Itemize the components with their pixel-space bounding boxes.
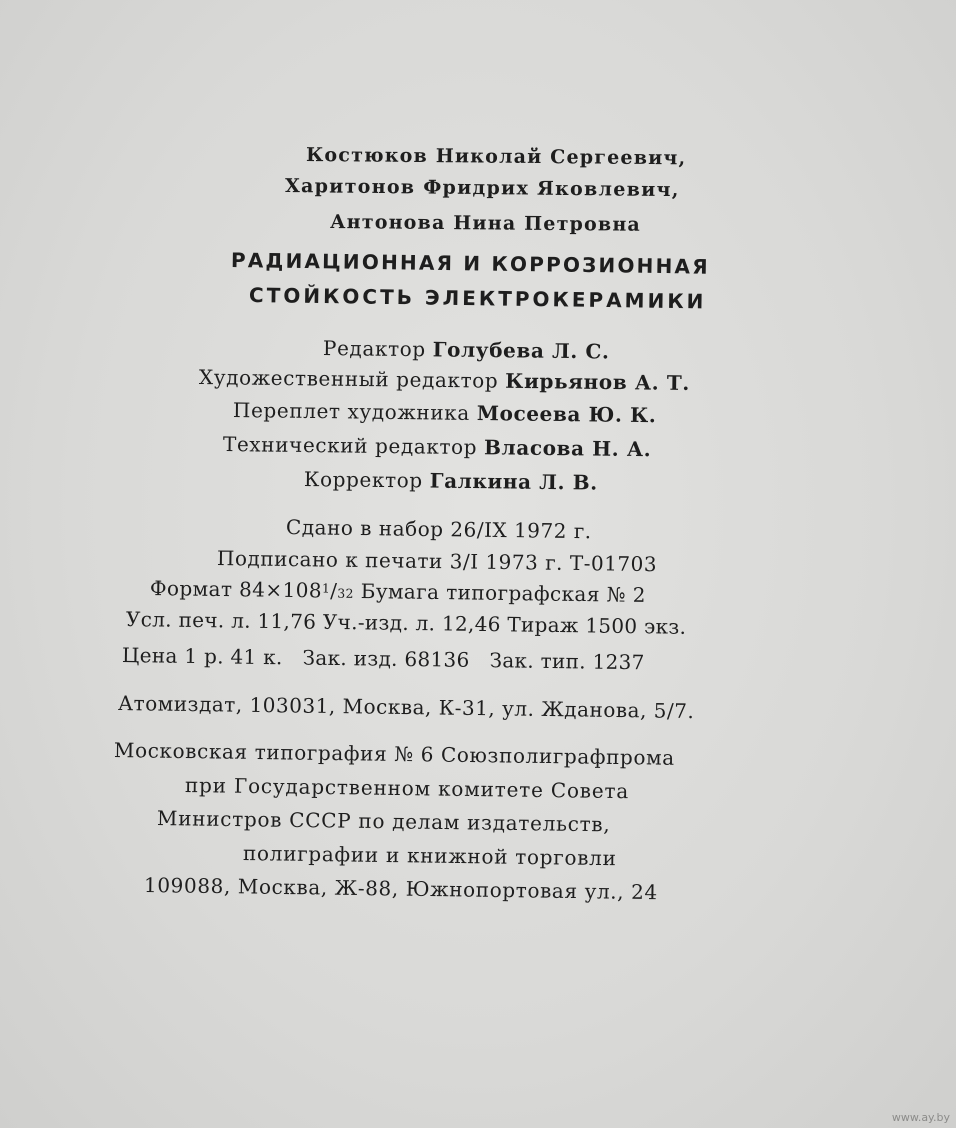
book-title-line: РАДИАЦИОННАЯ И КОРРОЗИОННАЯ (230, 248, 710, 279)
credit-person: Кирьянов А. Т. (505, 368, 691, 395)
book-title-line: СТОЙКОСТЬ ЭЛЕКТРОКЕРАМИКИ (248, 283, 707, 314)
format-suffix: Бумага типографская № 2 (353, 578, 646, 607)
credit-art-editor (199, 367, 690, 393)
credit-role: Художественный редактор (198, 365, 499, 393)
printer-line: Министров СССР по делам издательств, (156, 806, 611, 837)
price-order-line: Цена 1 р. 41 к. Зак. изд. 68136 Зак. тип. 1237 (121, 643, 645, 675)
credit-tech-editor (222, 432, 652, 462)
typeset-date: Сдано в набор 26/IX 1972 г. (285, 515, 592, 544)
author-line: Костюков Николай Сергеевич, (305, 144, 687, 170)
credit-editor (322, 336, 610, 364)
credit-role: Технический редактор (222, 432, 478, 460)
author-line: Харитонов Фридрих Яковлевич, (284, 175, 680, 202)
credit-person: Власова Н. А. (483, 435, 652, 462)
printer-line: при Государственном комитете Совета (184, 773, 630, 804)
credit-person: Голубева Л. С. (432, 337, 610, 364)
author-line: Антонова Нина Петровна (329, 211, 642, 236)
signed-date: Подписано к печати 3/I 1973 г. Т-01703 (216, 546, 658, 577)
format-subscript: 32 (337, 585, 355, 601)
credit-person: Галкина Л. В. (429, 468, 598, 495)
credit-cover-artist (232, 398, 657, 428)
format-line (150, 578, 646, 605)
credit-role: Переплет художника (232, 398, 471, 425)
credit-role: Редактор (322, 336, 426, 362)
printer-address: 109088, Москва, Ж-88, Южнопортовая ул., 24 (143, 873, 658, 905)
credit-person: Мосеева Ю. К. (476, 400, 657, 428)
credit-proofreader (304, 469, 598, 493)
credit-role: Корректор (303, 467, 423, 493)
watermark-text: www.ay.by (891, 1111, 950, 1124)
sheets-line: Усл. печ. л. 11,76 Уч.-изд. л. 12,46 Тираж 1500 экз. (125, 607, 687, 639)
format-slash: / (330, 578, 338, 603)
publisher-address: Атомиздат, 103031, Москва, К-31, ул. Жданова, 5/7. (117, 691, 695, 724)
printer-line: Московская типография № 6 Союзполиграфпрома (113, 738, 675, 770)
printer-line: полиграфии и книжной торговли (242, 841, 617, 871)
format-superscript: 1 (321, 580, 331, 596)
format-prefix: Формат 84×108 (149, 576, 323, 603)
